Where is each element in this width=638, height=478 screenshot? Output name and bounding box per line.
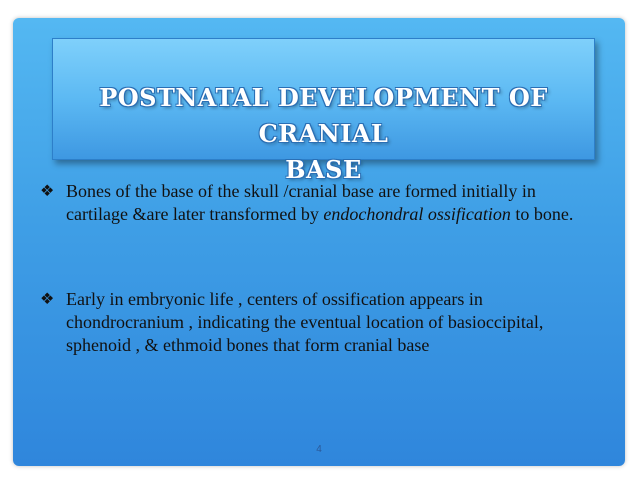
bullet-1-emphasis: endochondral ossification (323, 204, 511, 224)
title-line-1: POSTNATAL DEVELOPMENT OF CRANIAL (99, 83, 548, 148)
bullet-1-text-start: Bones of the base of the skull /cranial base are formed initially in cartilage &are later transformed by (66, 181, 536, 224)
bullet-item-2 (40, 288, 600, 357)
diamond-bullet-icon: ❖ (40, 183, 55, 200)
slide-title (52, 80, 595, 188)
page-number: 4 (316, 444, 322, 455)
bullet-list (40, 180, 600, 357)
bullet-1-text-end: to bone. (510, 204, 574, 224)
bullet-item-1 (40, 180, 600, 226)
bullet-2-text: Early in embryonic life , centers of ossification appears in chondrocranium , indicating the eventual location of basioccipital, sphenoid , & ethmoid bones that form cranial base (66, 289, 544, 355)
diamond-bullet-icon: ❖ (40, 291, 55, 308)
title-line-2: BASE (285, 155, 362, 184)
